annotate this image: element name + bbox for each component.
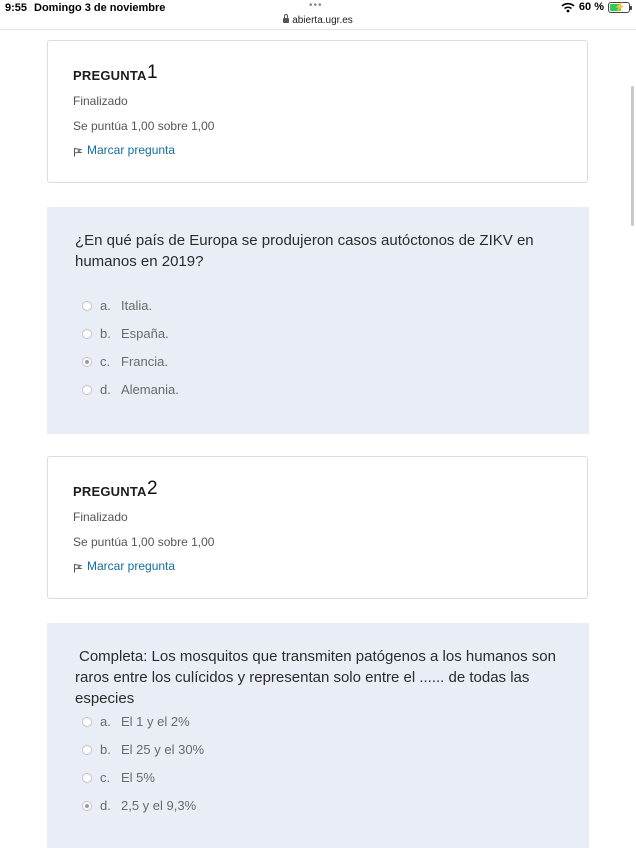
answer-letter: b. [100,742,111,757]
answer-option[interactable] [82,770,155,785]
answer-letter: d. [100,798,111,813]
question-text: ¿En qué país de Europa se produjeron casos autóctonos de ZIKV en humanos en 2019? [75,232,534,270]
answer-text: El 1 y el 2% [121,714,190,729]
date: Domingo 3 de noviembre [34,2,166,14]
answer-option[interactable] [82,798,196,813]
flag-icon [73,147,83,157]
answer-letter: a. [100,714,111,729]
radio-button[interactable] [82,329,92,339]
url-text: abierta.ugr.es [292,15,353,26]
radio-button[interactable] [82,717,92,727]
answer-text: España. [121,326,169,341]
question-number: 1 [147,62,158,83]
answer-option[interactable] [82,742,204,757]
status-indicators [561,1,630,13]
radio-button[interactable] [82,773,92,783]
answer-text: 2,5 y el 9,3% [121,798,197,813]
question-grade: Se puntúa 1,00 sobre 1,00 [73,535,215,549]
lock-icon [283,18,289,23]
question-content-card [47,623,589,848]
answer-option[interactable] [82,354,168,369]
answer-letter: b. [100,326,111,341]
flag-question-label: Marcar pregunta [87,143,176,157]
question-info-card [47,40,588,183]
question-info-card [47,456,588,599]
flag-icon [73,563,83,573]
answer-letter: a. [100,298,111,313]
radio-button[interactable] [82,745,92,755]
answer-letter: d. [100,382,111,397]
flag-question-link[interactable] [73,143,175,157]
scrollbar[interactable] [631,86,634,226]
radio-button-selected[interactable] [82,801,92,811]
answer-text: Alemania. [121,382,179,397]
answer-text: El 5% [121,770,155,785]
question-state: Finalizado [73,94,128,108]
question-label: PREGUNTA [73,68,147,83]
answer-text: Francia. [121,354,168,369]
question-text: Completa: Los mosquitos que transmiten patógenos a los humanos son raros entre los culícidos y representan solo entre el ...... de todas las especies [75,648,556,707]
flag-question-link[interactable] [73,559,175,573]
radio-button[interactable] [82,385,92,395]
answer-option[interactable] [82,326,169,341]
address-bar[interactable] [0,15,636,26]
answer-option[interactable] [82,714,190,729]
wifi-icon [561,2,575,13]
battery-icon: ⚡ [608,2,630,13]
question-label: PREGUNTA [73,484,147,499]
radio-button[interactable] [82,301,92,311]
answer-text: El 25 y el 30% [121,742,205,757]
status-bar [0,0,636,30]
question-content-card [47,207,589,434]
radio-button-selected[interactable] [82,357,92,367]
question-state: Finalizado [73,510,128,524]
battery-percent: 60 % [578,1,604,13]
answer-option[interactable] [82,382,179,397]
answer-text: Italia. [121,298,153,313]
more-dots-icon[interactable]: ••• [309,0,323,11]
clock: 9:55 [5,2,28,14]
answer-letter: c. [100,354,111,369]
question-number: 2 [147,478,158,499]
question-grade: Se puntúa 1,00 sobre 1,00 [73,119,215,133]
answer-letter: c. [100,770,111,785]
answer-option[interactable] [82,298,152,313]
flag-question-label: Marcar pregunta [87,559,176,573]
